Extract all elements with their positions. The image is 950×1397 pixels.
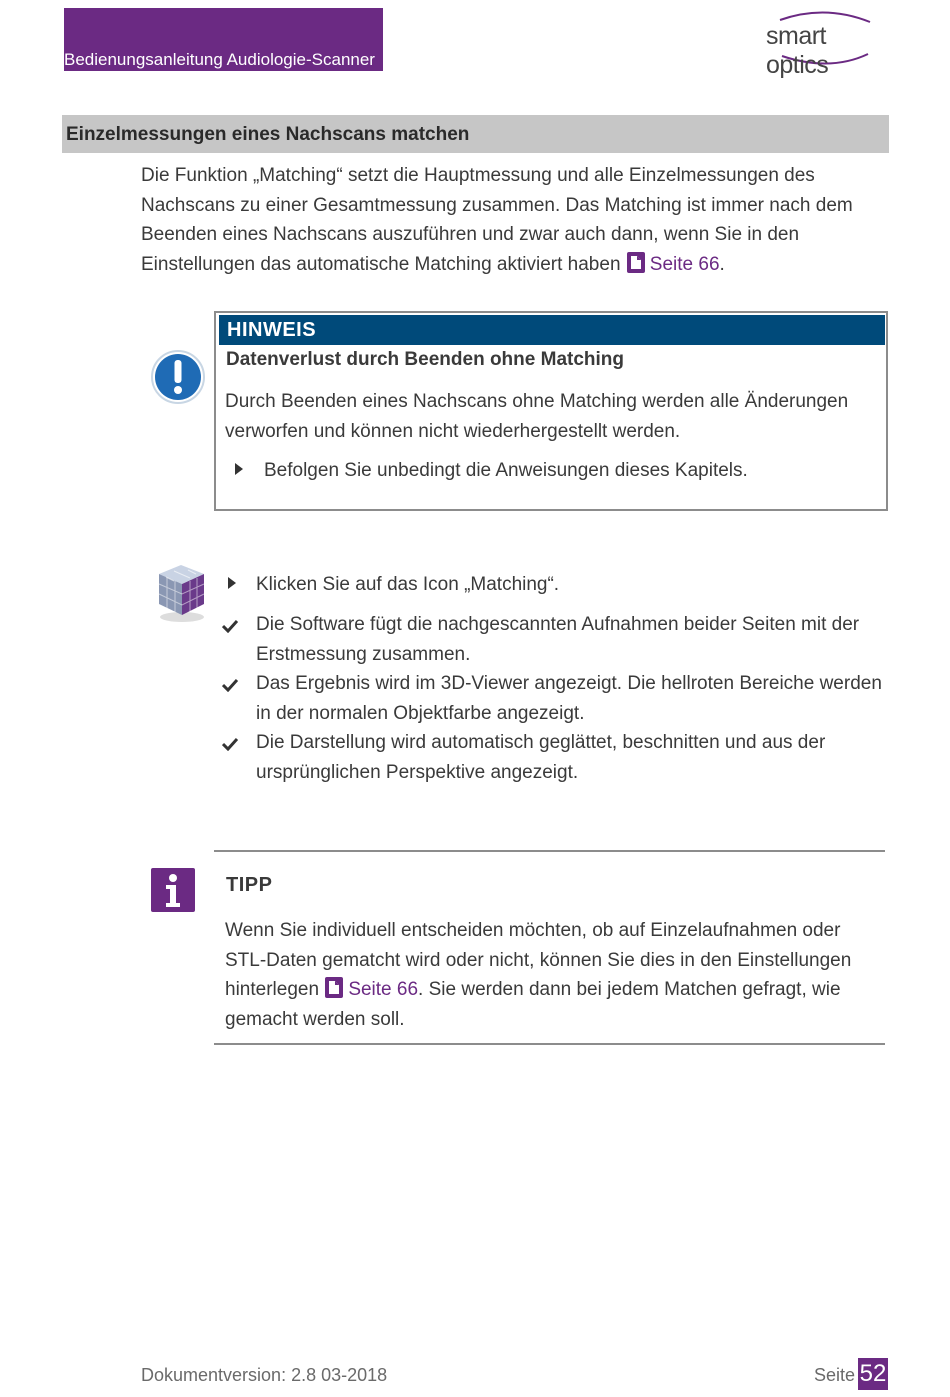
tip-bottom-rule: [214, 1043, 885, 1045]
result-line: in der normalen Objektfarbe angezeigt.: [256, 702, 585, 724]
tip-text: [225, 916, 885, 1034]
exclamation-icon: [151, 350, 205, 404]
result-line: Das Ergebnis wird im 3D-Viewer angezeigt. Die hellroten Bereiche werden: [256, 673, 882, 694]
intro-paragraph: [141, 161, 881, 279]
notice-label: HINWEIS: [227, 319, 317, 341]
period: .: [719, 253, 725, 275]
result-line: Die Darstellung wird automatisch geglättet, beschnitten und aus der: [256, 732, 826, 753]
notice-header: [219, 315, 885, 345]
document-version: Dokumentversion: 2.8 03-2018: [141, 1365, 388, 1385]
intro-page-link[interactable]: [626, 254, 720, 275]
intro-line: Nachscans zu einer Gesamtmessung zusammen. Das Matching ist immer nach dem: [141, 194, 853, 216]
notice-text: [225, 387, 875, 446]
page-number: 52: [858, 1358, 888, 1390]
tip-page-link[interactable]: [324, 979, 418, 1000]
result-line: Die Software fügt die nachgescannten Aufnahmen beider Seiten mit der: [256, 614, 860, 635]
page-label: Seite: [814, 1365, 856, 1385]
step-result: [256, 610, 896, 669]
intro-line: Die Funktion „Matching“ setzt die Hauptmessung und alle Einzelmessungen des: [141, 165, 815, 186]
tip-label: TIPP: [226, 874, 273, 896]
document-title: Bedienungsanleitung Audiologie-Scanner: [64, 50, 375, 69]
intro-line-last: [141, 250, 881, 280]
intro-line-text: Einstellungen das automatische Matching aktiviert haben: [141, 253, 621, 275]
section-heading-bar: [62, 115, 889, 153]
tip-line: STL-Daten gematcht wird oder nicht, können Sie dies in den Einstellungen: [225, 949, 852, 971]
tip-line-link: [225, 975, 885, 1005]
logo-text: smart optics: [766, 22, 829, 79]
notice-line: verworfen und können nicht wiederhergestellt werden.: [225, 420, 681, 442]
matching-cube-icon[interactable]: [150, 559, 212, 623]
result-line: Erstmessung zusammen.: [256, 643, 471, 665]
tip-line: Wenn Sie individuell entscheiden möchten, ob auf Einzelaufnahmen oder: [225, 920, 841, 941]
step-action: Klicken Sie auf das Icon „Matching“.: [256, 574, 560, 595]
check-icon: [222, 678, 238, 692]
document-link-icon: [324, 977, 344, 998]
tip-line-text: . Sie werden dann bei jedem Matchen gefragt, wie: [418, 979, 841, 1000]
link-text: Seite 66: [348, 979, 419, 1000]
section-heading: Einzelmessungen eines Nachscans matchen: [66, 124, 470, 145]
link-text: Seite 66: [649, 253, 720, 275]
document-link-icon: [626, 252, 646, 273]
tip-line-text: hinterlegen: [225, 979, 320, 1000]
arrow-bullet-icon: [227, 576, 237, 590]
info-icon: [151, 868, 195, 912]
result-line: ursprünglichen Perspektive angezeigt.: [256, 761, 579, 783]
notice-subtitle: Datenverlust durch Beenden ohne Matching: [226, 349, 624, 370]
step-result: [256, 669, 896, 728]
notice-line: Durch Beenden eines Nachscans ohne Matching werden alle Änderungen: [225, 391, 849, 412]
tip-top-rule: [214, 850, 885, 852]
tip-line: gemacht werden soll.: [225, 1008, 405, 1030]
arrow-bullet-icon: [234, 462, 244, 476]
step-result: [256, 728, 896, 787]
check-icon: [222, 619, 238, 633]
brand-logo: [760, 8, 890, 79]
check-icon: [222, 737, 238, 751]
notice-instruction: Befolgen Sie unbedingt die Anweisungen dieses Kapitels.: [264, 460, 748, 481]
intro-line: Beenden eines Nachscans auszuführen und zwar auch dann, wenn Sie in den: [141, 224, 800, 245]
